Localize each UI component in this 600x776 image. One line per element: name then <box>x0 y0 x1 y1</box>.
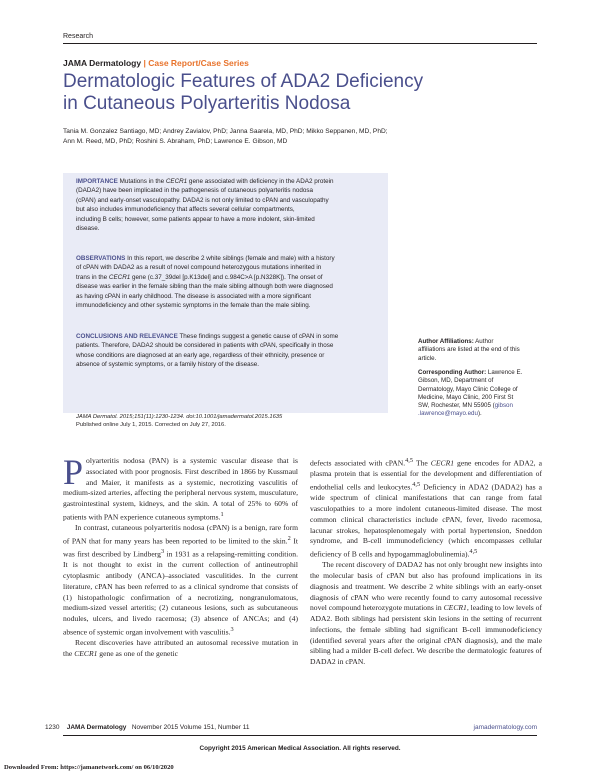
abstract-conclusions: CONCLUSIONS AND RELEVANCE These findings suggest a genetic cause of cPAN in some patients. Therefore, DADA2 should be considered in patients with cPAN, specifically in those whose conditions are diagnosed at an early age, regardless of their ethnicity, presence or absence of systemic symptoms, or a family history of the disease. <box>76 333 339 369</box>
affiliations-label: Author Affiliations: <box>418 338 474 345</box>
article-kicker <box>63 58 249 68</box>
page-number: 1230 <box>45 724 60 731</box>
footer-rule <box>63 735 537 736</box>
title-line-2: in Cutaneous Polyarteritis Nodosa <box>63 93 351 114</box>
importance-label: IMPORTANCE <box>76 178 118 185</box>
author-list <box>63 127 423 146</box>
observations-label: OBSERVATIONS <box>76 255 126 262</box>
body-paragraph-3: Recent discoveries have attributed an autosomal recessive mutation in the CECR1 gene as one of the genetic <box>63 638 298 658</box>
abstract-box <box>63 173 388 413</box>
email-link-part-1[interactable]: gibson <box>494 402 513 410</box>
author-line-1: Tania M. Gonzalez Santiago, MD; Andrey Zavialov, PhD; Janna Saarela, MD, PhD; Mikko Seppanen, MD, PhD; <box>63 128 388 135</box>
abstract-importance: IMPORTANCE Mutations in the CECR1 gene associated with deficiency in the ADA2 protein (DADA2) have been implicated in the pathogenesis of cutaneous polyarteritis nodosa (cPAN) and early-onset vasculopathy. DADA2 is not only limited to cPAN and vasculopathy but also includes immunodeficiency that affects several cellular compartments, including B cells; however, some patients appear to have a more indolent, skin-limited disease. <box>76 178 334 233</box>
citation-line-1: JAMA Dermatol. 2015;151(11):1230-1234. doi:10.1001/jamadermatol.2015.1635 <box>76 414 283 420</box>
header-rule <box>63 43 537 44</box>
corresponding-author: Corresponding Author: Lawrence E. Gibson, MD, Department of Dermatology, Mayo Clinic College of Medicine, Mayo Clinic, 200 First St SW, Rochester, MN 55905 (gibson .lawrence@mayo.edu). <box>418 369 523 418</box>
citation-line-2: Published online July 1, 2015. Corrected on July 27, 2016. <box>76 422 226 429</box>
article-title <box>63 71 533 115</box>
body-paragraph-4: defects associated with cPAN.$^{4,5}$ The CECR1 gene encodes for ADA2, a plasma protein that is essential for the development and differentiation of endothelial cells and leukocytes.$^{4,5}$ Deficiency in ADA2 (DADA2) has a wide spectrum of clinical manifestations that can range from fatal vasculopathies to a more indolent cutaneous-limited disease. The most common clinical characteristics include cPAN, fever, livedo racemosa, lacunar strokes, hepatosplenomegaly with portal hypertension, Sneddon syndrome, and B-cell immunodeficiency (which encompasses cellular deficiency of B cells and hypogammaglobulinemia).$^{4,5}$ <box>310 457 543 559</box>
citation-block <box>76 413 396 429</box>
author-affiliations: Author Affiliations: Author affiliations are listed at the end of this article. <box>418 338 520 362</box>
footer-issue: November 2015 Volume 151, Number 11 <box>131 724 250 731</box>
section-label: Research <box>63 33 93 40</box>
copyright-notice: Copyright 2015 American Medical Association. All rights reserved. <box>199 745 401 752</box>
kicker-separator: | <box>143 58 146 68</box>
body-paragraph-1: Polyarteritis nodosa (PAN) is a systemic vascular disease that is associated with poor prognosis. First described in 1866 by Kussmaul and Maier, it manifests as a systemic, necrotizing vasculitis of medium-sized arteries, affecting the peripheral nervous system, musculature, gastrointestinal system, kidneys, and the skin. A total of 25% to 60% of patients with PAN experience cutaneous symptoms.$^1$ <box>63 452 298 522</box>
corresponding-label: Corresponding Author: <box>418 369 487 376</box>
article-category: Case Report/Case Series <box>148 58 249 68</box>
title-line-1: Dermatologic Features of ADA2 Deficiency <box>63 71 424 92</box>
drop-cap: P <box>63 452 84 492</box>
abstract-observations: OBSERVATIONS In this report, we describe 2 white siblings (female and male) with a history of cPAN with DADA2 as a result of novel compound heterozygous mutations inherited in trans in the CECR1 gene (c.37_39del [p.K13del] and c.984C>A [p.N328K]). The onset of disease was earlier in the female sibling than the male sibling although both were diagnosed as having cPAN in early childhood. The disease is associated with a more significant immunodeficiency and other systemic symptoms in the female than the male sibling. <box>76 255 335 310</box>
footer-left <box>45 724 250 731</box>
download-stamp: Downloaded From: https://jamanetwork.com/ on 06/10/2020 <box>4 764 174 771</box>
conclusions-label: CONCLUSIONS AND RELEVANCE <box>76 333 178 340</box>
email-link-part-2[interactable]: .lawrence@mayo.edu <box>418 410 478 418</box>
body-paragraph-2: In contrast, cutaneous polyarteritis nodosa (cPAN) is a benign, rare form of PAN that for many years has been reported to be limited to the skin.$^2$ It was first described by Lindberg$^3$ in 1931 as a relapsing-remitting condition. It is not thought to exist in the current collection of antineutrophil cytoplasmic antibody (ANCA)–associated vasculitides. In the current literature, cPAN has been referred to as a clinical syndrome that consists of (1) histopathologic confirmation of a necrotizing, nongranulomatous, medium-sized vessel arteritis; (2) cutaneous lesions, such as subcutaneous nodules, ulcers, and livedo racemosa; (3) absence of ANCAs; and (4) absence of systemic organ involvement with vasculitis.$^3$ <box>63 523 299 637</box>
body-column-1 <box>63 452 299 660</box>
footer-journal: JAMA Dermatology <box>66 724 127 731</box>
journal-name: JAMA Dermatology <box>63 58 142 68</box>
journal-site-link[interactable]: jamadermatology.com <box>473 724 537 731</box>
body-paragraph-5: The recent discovery of DADA2 has not only brought new insights into the molecular basis of cPAN but also has profound implications in its diagnosis and treatment. We describe 2 white siblings with an early-onset diagnosis of cPAN who were recently found to carry autosomal recessive novel compound heterozygote mutations in CECR1, leading to low levels of ADA2. Both siblings had persistent skin lesions in the setting of recurrent infections, the female sibling had significant B-cell immunodeficiency (identified several years after the original cPAN diagnosis), and the male sibling had a milder B-cell defect. We describe the dermatologic features of DADA2 in cPAN. <box>310 560 543 667</box>
author-line-2: Ann M. Reed, MD, PhD; Roshini S. Abraham, PhD; Lawrence E. Gibson, MD <box>63 137 288 145</box>
body-column-2 <box>310 456 542 668</box>
